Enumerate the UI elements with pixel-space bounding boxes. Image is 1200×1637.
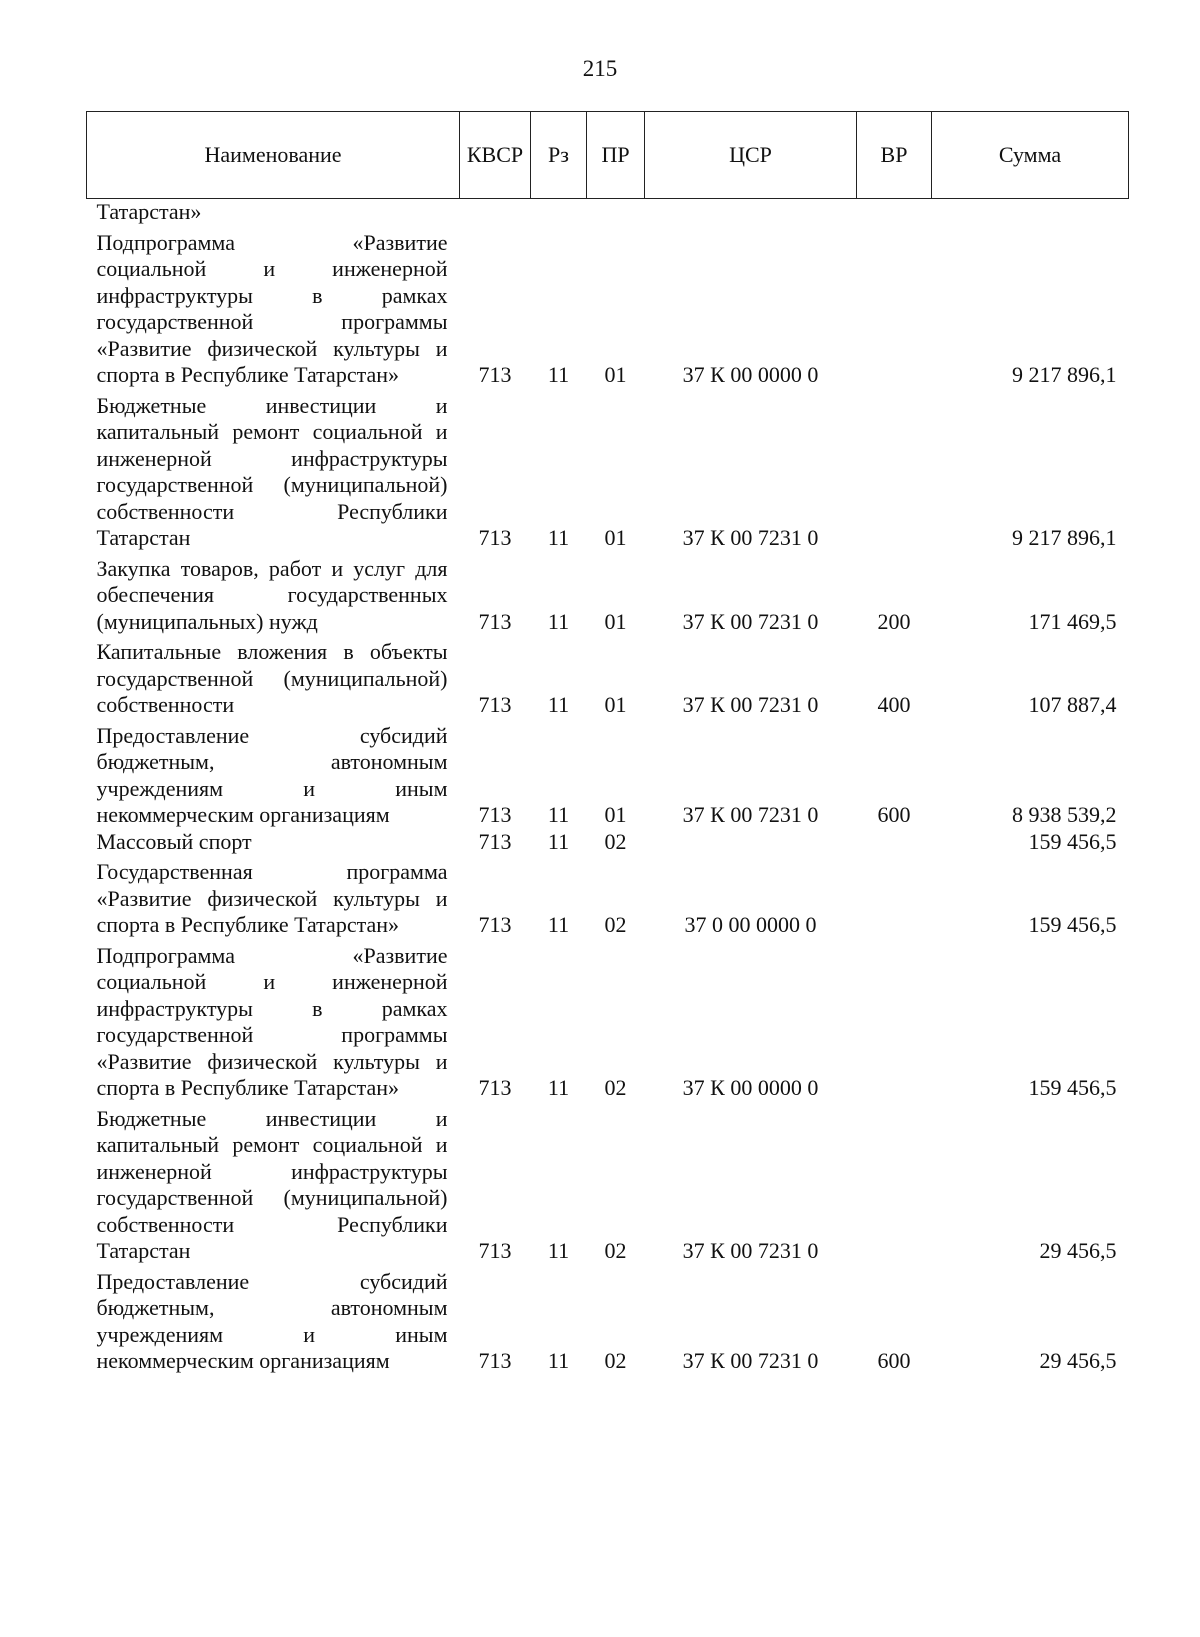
row-csr: 37 К 00 7231 0 bbox=[682, 692, 819, 717]
row-kvsr bbox=[460, 199, 531, 226]
row-sum: 171 469,5 bbox=[1028, 608, 1117, 634]
row-name: Бюджетные инвестиции и капитальный ремонт социальной и инженерной инфраструктуры государственной (муниципальной) собственности Республики Татарстан bbox=[96, 392, 448, 550]
table-row bbox=[87, 389, 1129, 552]
row-csr: 37 К 00 7231 0 bbox=[682, 1348, 819, 1373]
header-csr: ЦСР bbox=[645, 112, 857, 199]
row-pr: 01 bbox=[604, 802, 627, 827]
row-kvsr: 713 bbox=[478, 1238, 512, 1263]
row-vr: 400 bbox=[877, 692, 911, 717]
row-sum: 107 887,4 bbox=[1028, 692, 1117, 717]
row-rz: 11 bbox=[547, 802, 570, 827]
header-rz: Рз bbox=[531, 112, 587, 199]
row-name: Подпрограмма «Развитие социальной и инженерной инфраструктуры в рамках государственной программы «Развитие физической культуры и спорта в Республике Татарстан» bbox=[96, 942, 448, 1100]
row-kvsr: 713 bbox=[478, 525, 512, 550]
row-pr: 01 bbox=[604, 525, 627, 550]
row-rz: 11 bbox=[547, 608, 570, 634]
table-row bbox=[87, 1102, 1129, 1265]
row-pr: 02 bbox=[604, 1075, 627, 1100]
row-vr: 600 bbox=[877, 1348, 911, 1373]
row-pr: 02 bbox=[604, 828, 627, 854]
table-header-row bbox=[87, 112, 1129, 199]
row-name: Закупка товаров, работ и услуг для обеспечения государственных (муниципальных) нужд bbox=[96, 555, 448, 634]
row-kvsr: 713 bbox=[478, 828, 512, 854]
header-kvsr: КВСР bbox=[460, 112, 531, 199]
row-vr: 600 bbox=[877, 802, 911, 827]
page-number: 215 bbox=[582, 56, 618, 81]
table-row bbox=[87, 226, 1129, 389]
row-rz: 11 bbox=[547, 692, 570, 717]
row-vr bbox=[857, 855, 932, 939]
row-csr: 37 К 00 0000 0 bbox=[682, 1075, 819, 1100]
table-row bbox=[87, 939, 1129, 1102]
header-pr: ПР bbox=[587, 112, 645, 199]
row-sum: 159 456,5 bbox=[1028, 828, 1117, 854]
row-rz: 11 bbox=[547, 828, 570, 854]
row-pr: 02 bbox=[604, 1348, 627, 1373]
row-csr: 37 0 00 0000 0 bbox=[684, 912, 817, 937]
table-row bbox=[87, 635, 1129, 719]
row-sum bbox=[932, 199, 1129, 226]
row-pr: 01 bbox=[604, 692, 627, 717]
row-kvsr: 713 bbox=[478, 608, 512, 634]
row-name: Предоставление субсидий бюджетным, автономным учреждениям и иным некоммерческим организациям bbox=[96, 722, 448, 827]
row-kvsr: 713 bbox=[478, 692, 512, 717]
row-kvsr: 713 bbox=[478, 1348, 512, 1373]
row-kvsr: 713 bbox=[478, 802, 512, 827]
row-name: Татарстан» bbox=[96, 199, 202, 224]
row-name: Подпрограмма «Развитие социальной и инженерной инфраструктуры в рамках государственной программы «Развитие физической культуры и спорта в Республике Татарстан» bbox=[96, 229, 448, 387]
row-sum: 159 456,5 bbox=[1028, 912, 1117, 937]
row-csr: 37 К 00 7231 0 bbox=[682, 1238, 819, 1263]
row-vr bbox=[857, 226, 932, 389]
row-csr bbox=[645, 199, 857, 226]
row-sum: 9 217 896,1 bbox=[1012, 525, 1117, 550]
table-row bbox=[87, 199, 1129, 226]
header-vr: ВР bbox=[857, 112, 932, 199]
table-row bbox=[87, 829, 1129, 856]
row-vr bbox=[857, 389, 932, 552]
row-kvsr: 713 bbox=[478, 1075, 512, 1100]
row-name: Государственная программа «Развитие физической культуры и спорта в Республике Татарстан» bbox=[96, 859, 448, 937]
row-sum: 9 217 896,1 bbox=[1012, 362, 1117, 387]
row-rz: 11 bbox=[547, 525, 570, 550]
row-sum: 29 456,5 bbox=[1039, 1238, 1117, 1263]
row-sum: 8 938 539,2 bbox=[1012, 802, 1117, 827]
row-rz: 11 bbox=[547, 362, 570, 387]
row-csr bbox=[645, 829, 857, 856]
row-pr bbox=[587, 199, 645, 226]
row-csr: 37 К 00 7231 0 bbox=[682, 525, 819, 550]
row-rz bbox=[531, 199, 587, 226]
row-rz: 11 bbox=[547, 1348, 570, 1373]
row-name: Массовый спорт bbox=[96, 828, 252, 854]
table-row bbox=[87, 1265, 1129, 1375]
row-kvsr: 713 bbox=[478, 362, 512, 387]
row-sum: 159 456,5 bbox=[1028, 1075, 1117, 1100]
row-vr bbox=[857, 829, 932, 856]
row-vr bbox=[857, 1102, 932, 1265]
table-row bbox=[87, 552, 1129, 636]
row-kvsr: 713 bbox=[478, 912, 512, 937]
row-csr: 37 К 00 7231 0 bbox=[682, 608, 819, 634]
row-vr bbox=[857, 199, 932, 226]
row-csr: 37 К 00 7231 0 bbox=[682, 802, 819, 827]
row-pr: 01 bbox=[604, 608, 627, 634]
row-vr: 200 bbox=[877, 608, 911, 634]
row-rz: 11 bbox=[547, 1075, 570, 1100]
row-name: Капитальные вложения в объекты государственной (муниципальной) собственности bbox=[96, 639, 448, 717]
row-name: Предоставление субсидий бюджетным, автономным учреждениям и иным некоммерческим организациям bbox=[96, 1268, 448, 1373]
row-pr: 01 bbox=[604, 362, 627, 387]
row-rz: 11 bbox=[547, 1238, 570, 1263]
table-row bbox=[87, 855, 1129, 939]
budget-table bbox=[86, 111, 1129, 1375]
row-csr: 37 К 00 0000 0 bbox=[682, 362, 819, 387]
header-sum: Сумма bbox=[932, 112, 1129, 199]
row-sum: 29 456,5 bbox=[1039, 1348, 1117, 1373]
row-name: Бюджетные инвестиции и капитальный ремонт социальной и инженерной инфраструктуры государственной (муниципальной) собственности Республики Татарстан bbox=[96, 1105, 448, 1263]
header-name: Наименование bbox=[87, 112, 460, 199]
row-pr: 02 bbox=[604, 912, 627, 937]
row-pr: 02 bbox=[604, 1238, 627, 1263]
table-row bbox=[87, 719, 1129, 829]
row-vr bbox=[857, 939, 932, 1102]
row-rz: 11 bbox=[547, 912, 570, 937]
